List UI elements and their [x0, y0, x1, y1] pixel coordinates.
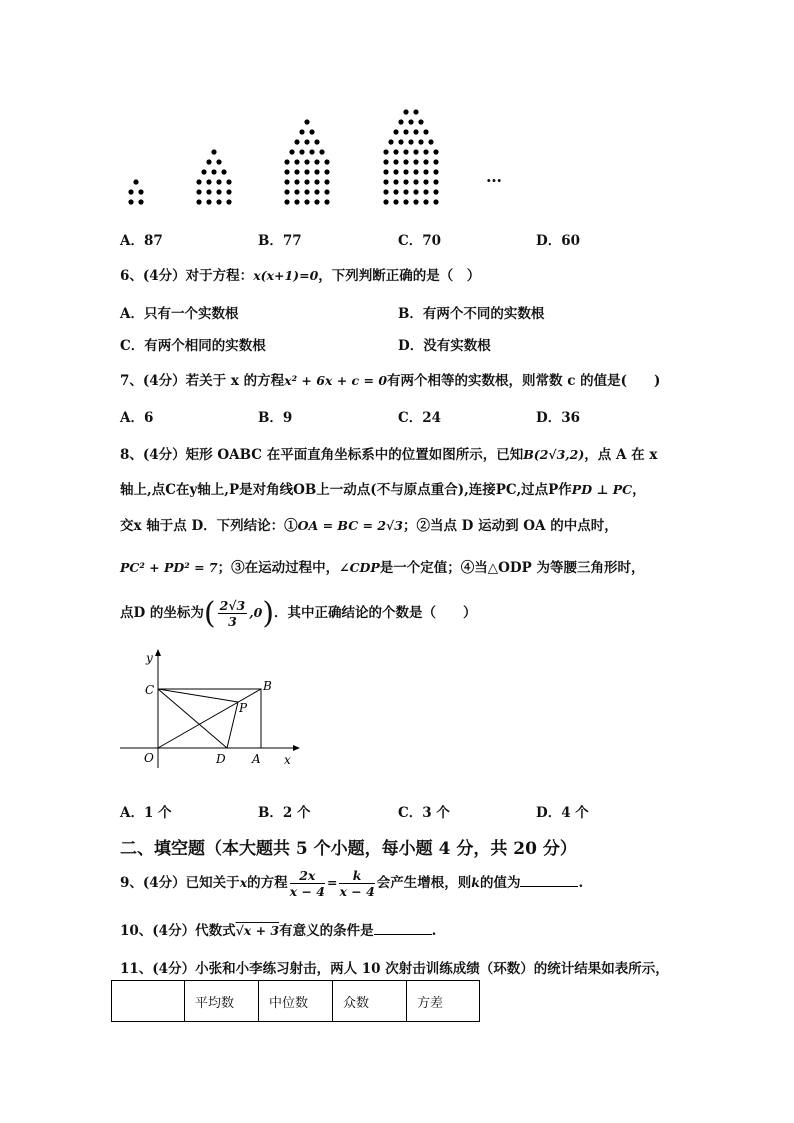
- dot: [393, 199, 398, 204]
- dot: [304, 139, 309, 144]
- dot-pattern-ellipsis: …: [486, 167, 502, 186]
- dot: [393, 179, 398, 184]
- fig-label-b: B: [263, 679, 272, 693]
- dot: [294, 189, 299, 194]
- dot: [201, 169, 206, 174]
- dot: [403, 169, 408, 174]
- dot: [314, 179, 319, 184]
- q8-line-1: 8、(4分）矩形 OABC 在平面直角坐标系中的位置如图所示，已知B(2√3,2)，点 A 在 x: [120, 447, 658, 463]
- dot: [413, 179, 418, 184]
- q5-option-b[interactable]: B．77: [258, 233, 302, 249]
- q7-equation: x² + 6x + c = 0: [284, 373, 388, 388]
- dot: [196, 199, 201, 204]
- dot: [413, 159, 418, 164]
- q5-option-d[interactable]: D．60: [536, 233, 580, 249]
- fig-label-a: A: [252, 752, 261, 766]
- dot: [284, 169, 289, 174]
- q11-stats-table: [111, 980, 480, 1022]
- q8-option-b[interactable]: B．2 个: [258, 805, 311, 821]
- q8-option-d[interactable]: D．4 个: [536, 805, 589, 821]
- dot: [403, 189, 408, 194]
- dot: [423, 199, 428, 204]
- q6-option-b[interactable]: B．有两个不同的实数根: [398, 306, 545, 322]
- dot: [413, 129, 418, 134]
- q11-stem: 11、(4分）小张和小李练习射击，两人 10 次射击训练成绩（环数）的统计结果如表所示，: [120, 961, 669, 977]
- q5-option-a[interactable]: A．87: [120, 233, 163, 249]
- dot: [433, 169, 438, 174]
- fig-label-o: O: [144, 751, 154, 765]
- dot: [284, 159, 289, 164]
- dot: [403, 109, 408, 114]
- q8-line-3: 交x 轴于点 D．下列结论：①OA = BC = 2√3；②当点 D 运动到 OA 的中点时，: [120, 518, 618, 534]
- dot: [226, 179, 231, 184]
- q6-option-d[interactable]: D．没有实数根: [398, 338, 491, 354]
- dot: [324, 189, 329, 194]
- dot: [314, 169, 319, 174]
- dot: [309, 129, 314, 134]
- dot: [403, 159, 408, 164]
- dot: [428, 139, 433, 144]
- dot-pattern-figure: [120, 105, 510, 215]
- dot: [304, 169, 309, 174]
- dot: [433, 159, 438, 164]
- dot: [393, 169, 398, 174]
- fig-label-c: C: [145, 683, 155, 697]
- dot: [408, 139, 413, 144]
- dot: [314, 139, 319, 144]
- table-header-cell: 众数: [333, 981, 407, 1022]
- table-header-cell: [112, 981, 185, 1022]
- dot: [196, 179, 201, 184]
- dot: [398, 139, 403, 144]
- dot: [299, 149, 304, 154]
- q7-option-c[interactable]: C．24: [398, 410, 442, 426]
- dot: [408, 119, 413, 124]
- dot: [133, 179, 138, 184]
- q8-option-a[interactable]: A．1 个: [120, 805, 172, 821]
- table-header-cell: 中位数: [259, 981, 333, 1022]
- q5-option-c[interactable]: C．70: [398, 233, 442, 249]
- dot: [216, 179, 221, 184]
- dot: [206, 179, 211, 184]
- dot: [319, 149, 324, 154]
- q6-equation: x(x+1)=0: [253, 268, 319, 283]
- dot: [418, 119, 423, 124]
- dot: [128, 189, 133, 194]
- dot: [294, 169, 299, 174]
- dot: [393, 159, 398, 164]
- section-2-title: 二、填空题（本大题共 5 个小题，每小题 4 分，共 20 分）: [120, 839, 577, 859]
- dot: [294, 179, 299, 184]
- dot: [403, 149, 408, 154]
- dot: [423, 159, 428, 164]
- q10-answer-blank[interactable]: [374, 934, 432, 935]
- dot: [226, 189, 231, 194]
- dot: [216, 199, 221, 204]
- dot: [423, 179, 428, 184]
- dot: [324, 179, 329, 184]
- dot: [413, 189, 418, 194]
- dot: [383, 149, 388, 154]
- dot: [383, 159, 388, 164]
- dot: [196, 189, 201, 194]
- dot: [324, 159, 329, 164]
- q8-option-c[interactable]: C．3 个: [398, 805, 450, 821]
- dot: [211, 149, 216, 154]
- dot: [413, 169, 418, 174]
- dot: [383, 199, 388, 204]
- dot: [388, 139, 393, 144]
- dot: [324, 199, 329, 204]
- q7-option-d[interactable]: D．36: [536, 410, 580, 426]
- dot: [138, 199, 143, 204]
- dot: [284, 179, 289, 184]
- fig-label-p: P: [239, 701, 248, 715]
- q8-line-5: 点D 的坐标为( $\frac{2√3}{3}$ ,0)．其中正确结论的个数是（ ）: [120, 596, 477, 631]
- dot: [433, 189, 438, 194]
- dot: [206, 189, 211, 194]
- dot: [413, 149, 418, 154]
- dot: [423, 189, 428, 194]
- q9-answer-blank[interactable]: [520, 886, 578, 887]
- dot: [314, 199, 319, 204]
- dot: [423, 169, 428, 174]
- dot: [314, 189, 319, 194]
- dot: [393, 129, 398, 134]
- dot: [226, 199, 231, 204]
- dot: [211, 169, 216, 174]
- dot: [304, 159, 309, 164]
- q6-stem: 6、(4分）对于方程：x(x+1)=0，下列判断正确的是（ ）: [120, 268, 481, 284]
- q9-stem: 9、(4分）已知关于x的方程 $\frac{2x}{x - 4}$ = $\frac{k}{x - 4}$ 会产生增根，则k的值为 .: [120, 868, 584, 899]
- dot: [383, 169, 388, 174]
- dot: [216, 159, 221, 164]
- q7-option-a[interactable]: A．6: [120, 410, 154, 426]
- dot: [304, 179, 309, 184]
- dot: [309, 149, 314, 154]
- dot: [403, 129, 408, 134]
- dot: [393, 149, 398, 154]
- dot: [418, 139, 423, 144]
- dot: [304, 119, 309, 124]
- dot: [403, 179, 408, 184]
- dot: [433, 149, 438, 154]
- dot: [398, 119, 403, 124]
- dot: [294, 139, 299, 144]
- dot: [299, 129, 304, 134]
- dot: [324, 169, 329, 174]
- dot: [383, 189, 388, 194]
- dot: [128, 199, 133, 204]
- dot: [206, 159, 211, 164]
- dot: [294, 199, 299, 204]
- dot: [284, 189, 289, 194]
- table-header-cell: 方差: [407, 981, 480, 1022]
- dot: [138, 189, 143, 194]
- dot: [403, 199, 408, 204]
- dot: [423, 149, 428, 154]
- dot: [314, 159, 319, 164]
- q8-geometry-figure: [115, 648, 305, 773]
- dot: [221, 169, 226, 174]
- fig-label-x: x: [284, 753, 291, 767]
- dot: [393, 189, 398, 194]
- q10-stem: 10、(4分）代数式√x + 3有意义的条件是 .: [120, 923, 437, 939]
- dot: [433, 199, 438, 204]
- fig-label-d: D: [216, 752, 226, 766]
- dot: [206, 199, 211, 204]
- dot: [433, 179, 438, 184]
- q6-option-c[interactable]: C．有两个相同的实数根: [120, 338, 266, 354]
- dot: [304, 199, 309, 204]
- dot: [294, 159, 299, 164]
- q8-line-2: 轴上,点C在y轴上,P是对角线OB上一动点(不与原点重合),连接PC,过点P作PD ⊥ PC，: [120, 482, 646, 498]
- q7-stem: 7、(4分）若关于 x 的方程x² + 6x + c = 0有两个相等的实数根，则常数 c 的值是( ): [120, 373, 661, 389]
- dot: [423, 129, 428, 134]
- dot: [383, 179, 388, 184]
- q8-line-4: PC² + PD² = 7；③在运动过程中，∠CDP是一个定值；④当△ODP 为等腰三角形时，: [120, 560, 645, 576]
- table-header-cell: 平均数: [185, 981, 259, 1022]
- fig-label-y: y: [146, 651, 153, 665]
- dot: [304, 189, 309, 194]
- q6-option-a[interactable]: A．只有一个实数根: [120, 306, 239, 322]
- dot: [413, 199, 418, 204]
- dot: [216, 189, 221, 194]
- dot: [289, 149, 294, 154]
- dot: [284, 199, 289, 204]
- q7-option-b[interactable]: B．9: [258, 410, 293, 426]
- q8-frac: $\frac{2√3}{3}$: [219, 598, 246, 629]
- dot: [413, 109, 418, 114]
